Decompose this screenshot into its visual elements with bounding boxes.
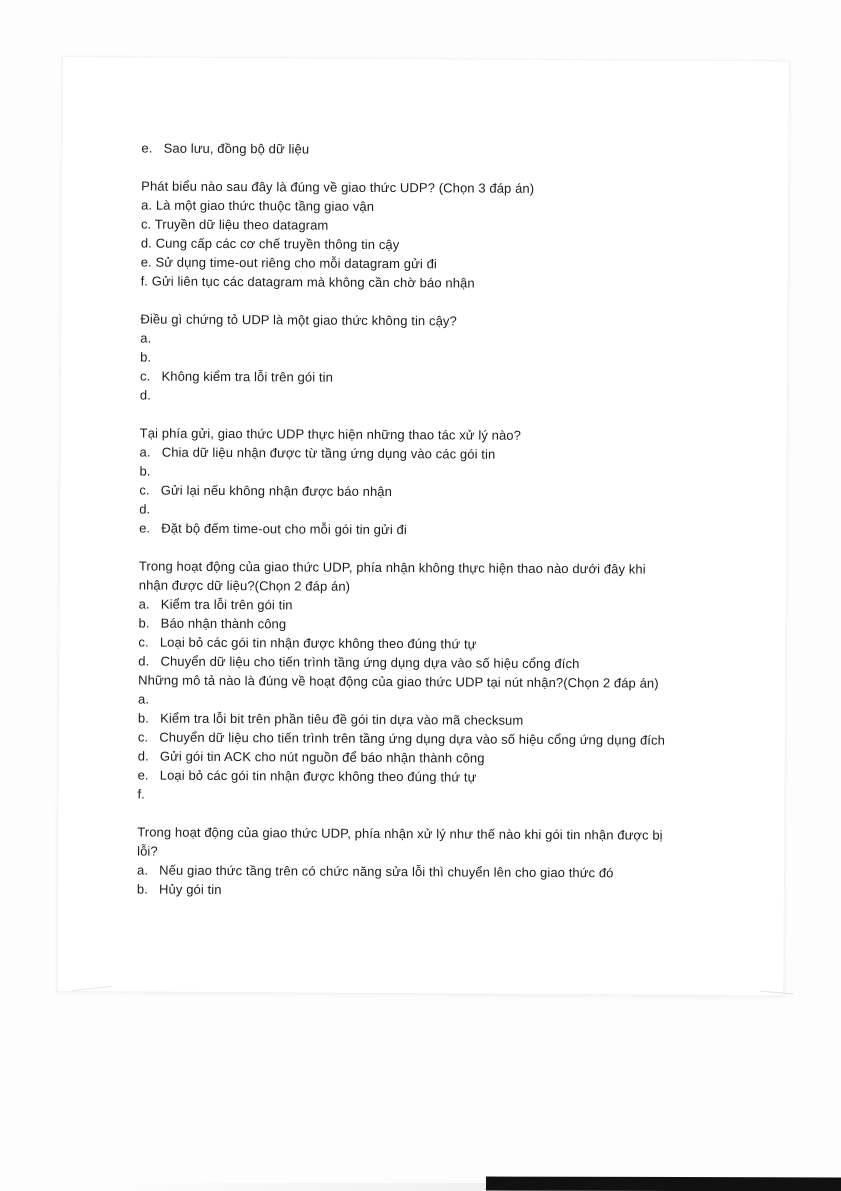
text-line: e. Sao lưu, đồng bộ dữ liệu — [141, 140, 310, 157]
question-block-0 — [141, 138, 751, 161]
text-line: e. Đặt bộ đếm time-out cho mỗi gói tin gửi đi — [139, 520, 407, 538]
text-line: c. Truyền dữ liệu theo datagram — [140, 216, 329, 233]
text-line: f. — [137, 786, 145, 802]
document-content — [137, 138, 752, 902]
text-line: a. Nếu giao thức tầng trên có chức năng sửa lỗi thì chuyển lên cho giao thức đó — [136, 862, 614, 881]
text-line: Những mô tả nào là đúng về hoạt động của giao thức UDP tại nút nhận?(Chọn 2 đáp án) — [138, 672, 659, 691]
question-block-2 — [140, 309, 751, 408]
text-line: d. Chuyển dữ liệu cho tiến trình tầng ứng dụng dựa vào số hiệu cổng đích — [138, 653, 580, 672]
text-line: a. Chia dữ liệu nhận được từ tầng ứng dụng vào các gói tin — [139, 444, 496, 462]
text-line: e. Loại bỏ các gói tin nhận được không theo đúng thứ tự — [137, 767, 477, 785]
text-line: Phát biểu nào sau đây là đúng về giao thức UDP? (Chọn 3 đáp án) — [141, 178, 535, 196]
scan-shadow-strip — [90, 1183, 490, 1191]
text-line: b. Báo nhận thành công — [138, 615, 287, 632]
text-line: Tại phía gửi, giao thức UDP thực hiện những thao tác xử lý nào? — [139, 425, 522, 443]
text-line: b. Hủy gói tin — [136, 881, 222, 897]
text-line: b. Kiểm tra lỗi bit trên phần tiêu đề gói tin dựa vào mã checksum — [137, 710, 524, 728]
text-line: Điều gì chứng tỏ UDP là một giao thức không tin cậy? — [140, 311, 457, 329]
scanned-page — [56, 56, 790, 996]
text-line: d. — [139, 501, 151, 517]
text-line: a. Là một giao thức thuộc tầng giao vận — [141, 197, 375, 214]
text-line: b. — [139, 463, 151, 479]
text-line: e. Sử dụng time-out riêng cho mỗi datagram gửi đi — [140, 254, 437, 272]
question-block-1 — [141, 176, 752, 294]
question-block-5 — [137, 822, 747, 902]
text-line: f. Gửi liên tục các datagram mà không cần chờ báo nhận — [140, 273, 475, 291]
text-line: b. — [140, 349, 152, 365]
text-line: a. Kiểm tra lỗi trên gói tin — [138, 596, 293, 613]
text-line: a. — [138, 691, 150, 707]
text-line: nhận được dữ liệu?(Chọn 2 đáp án) — [138, 577, 351, 594]
text-line: c. Gửi lại nếu không nhận được báo nhận — [139, 482, 393, 500]
text-line: lỗi? — [137, 843, 158, 859]
scan-artifact-bar — [486, 1177, 841, 1191]
text-line: Trong hoạt động của giao thức UDP, phía nhận không thực hiện thao nào dưới đây khi — [138, 558, 646, 577]
question-block-4 — [137, 556, 748, 807]
text-line: a. — [140, 330, 152, 346]
question-block-3 — [139, 423, 750, 541]
text-line: d. Gửi gói tin ACK cho nút nguồn để báo nhận thành công — [137, 748, 485, 766]
text-line: c. Loại bỏ các gói tin nhận được không theo đúng thứ tự — [138, 634, 477, 652]
text-line: d. — [139, 387, 152, 403]
text-line: c. Chuyển dữ liệu cho tiến trình trên tầng ứng dụng dựa vào số hiệu cổng ứng dụng đích — [137, 729, 666, 748]
text-line: Trong hoạt động của giao thức UDP, phía nhận xử lý như thế nào khi gói tin nhận được bị — [137, 824, 663, 843]
text-line: c. Không kiểm tra lỗi trên gói tin — [140, 368, 334, 385]
text-line: d. Cung cấp các cơ chế truyền thông tin cậy — [140, 235, 400, 253]
